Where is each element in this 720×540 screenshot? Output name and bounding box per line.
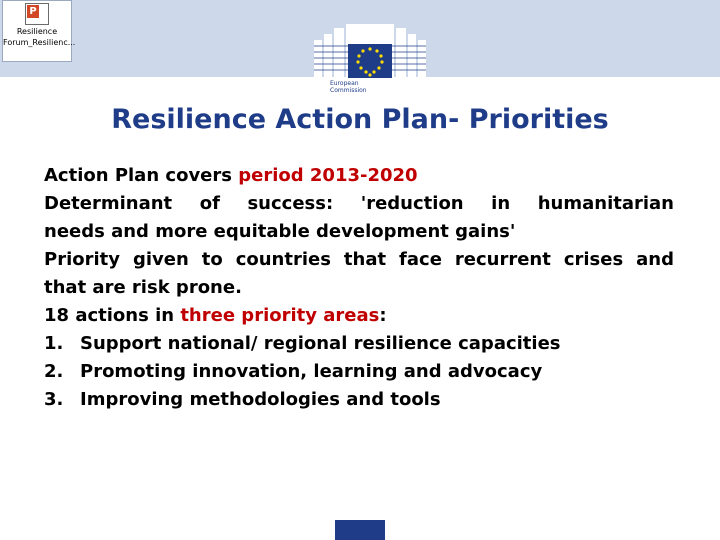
list-text: Improving methodologies and tools [80, 389, 441, 410]
footer-flag [335, 520, 385, 540]
slide-title: Resilience Action Plan- Priorities [111, 104, 609, 135]
priority-line-1: Priority given to countries that face recurrent crises and [44, 249, 674, 270]
file-shortcut[interactable] [2, 0, 76, 62]
actions-prefix: 18 actions in [44, 305, 181, 326]
list-number: 2. [44, 361, 64, 382]
success-line-1: Determinant of success: 'reduction in humanitarian [44, 193, 674, 214]
period-label: Action Plan covers [44, 165, 239, 186]
list-item [44, 358, 674, 386]
actions-highlight: three priority areas [180, 305, 380, 326]
list-text: Promoting innovation, learning and advocacy [80, 361, 543, 382]
actions-line [44, 302, 674, 330]
list-item [44, 330, 674, 358]
logo-text: European Commission [330, 80, 367, 94]
actions-suffix: : [379, 305, 387, 326]
priority-line-2: that are risk prone. [44, 277, 242, 298]
period-line [44, 162, 674, 190]
success-line-2: needs and more equitable development gains' [44, 221, 516, 242]
powerpoint-file-icon: P [25, 3, 49, 25]
list-text: Support national/ regional resilience capacities [80, 333, 561, 354]
slide-body [44, 162, 674, 414]
list-number: 1. [44, 333, 64, 354]
list-number: 3. [44, 389, 64, 410]
file-name: Resilience Forum_Resilienc... [3, 27, 76, 47]
period-highlight: period 2013-2020 [238, 165, 418, 186]
list-item [44, 386, 674, 414]
